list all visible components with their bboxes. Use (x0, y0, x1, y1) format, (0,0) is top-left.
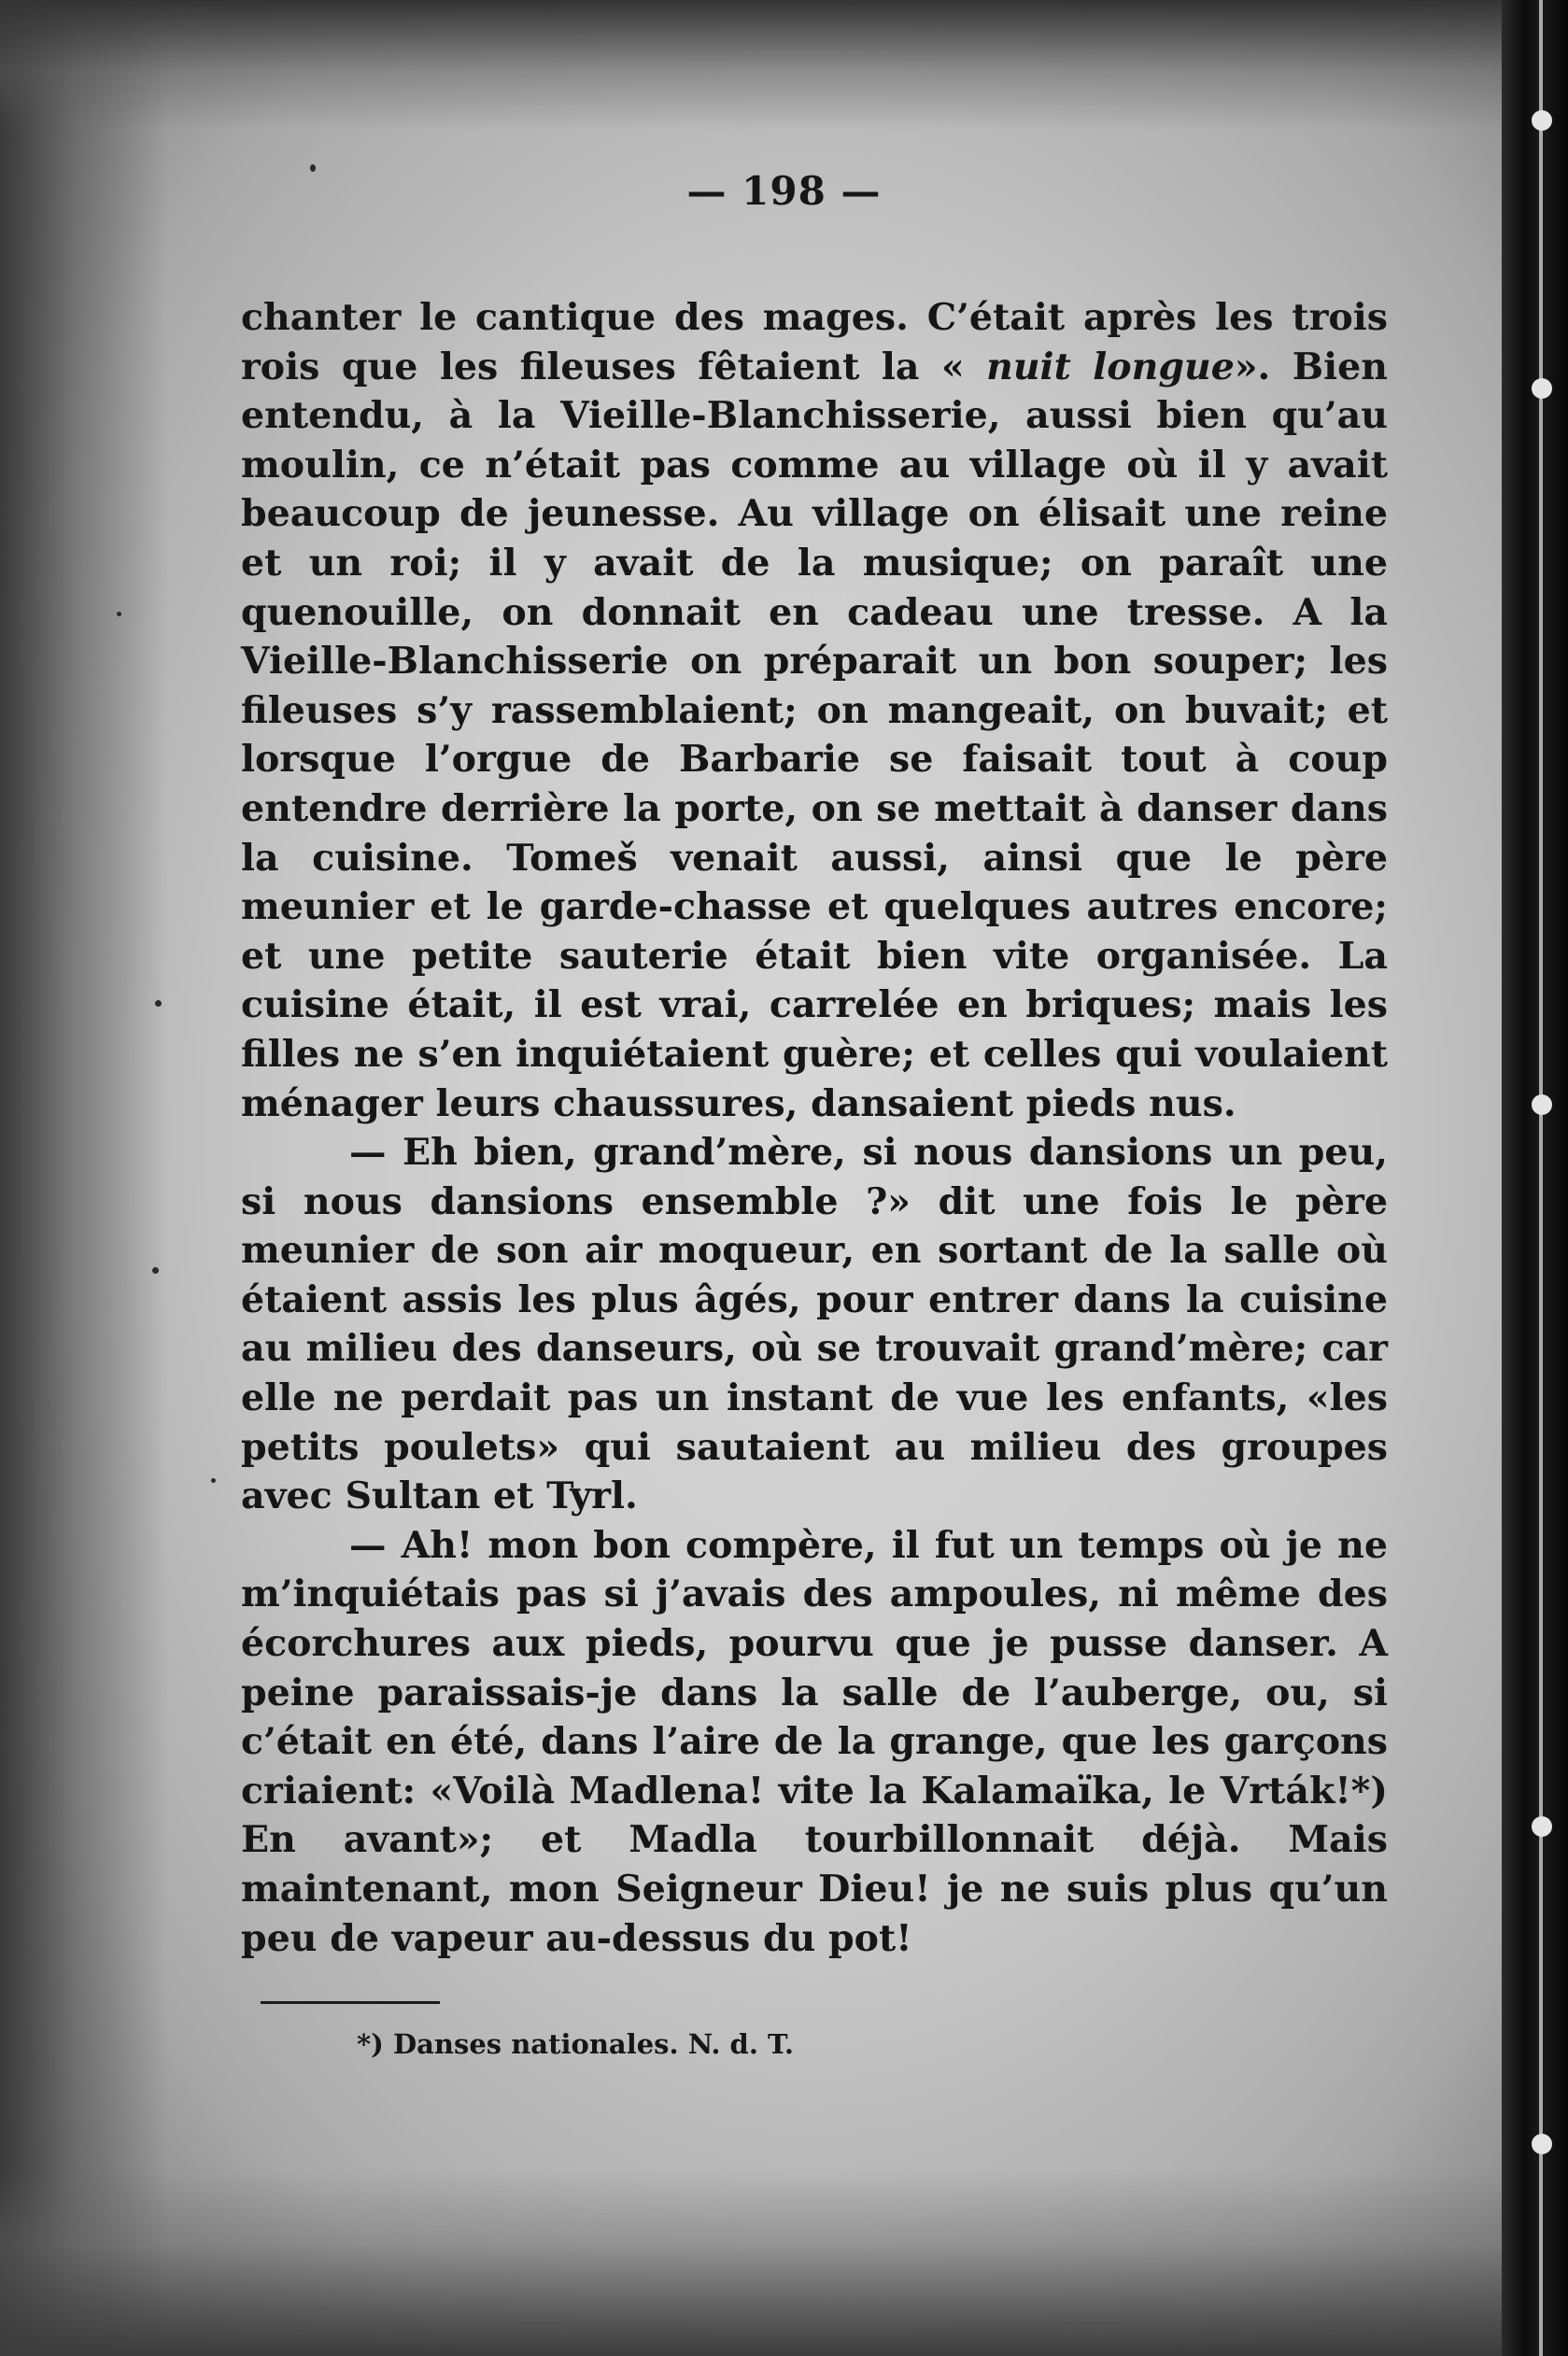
page-shadow-left (0, 0, 168, 2356)
scan-speck (117, 612, 121, 616)
spine-highlight-line (1539, 0, 1543, 2356)
page-shadow-bottom (0, 2169, 1568, 2356)
body-text (241, 293, 1388, 1963)
spine-mark (1532, 110, 1552, 131)
paragraph (241, 293, 1388, 1128)
page-number: — 198 — (686, 168, 882, 214)
paragraph-text: chanter le cantique des mages. C’était après les trois rois que les fileuses fêtaient la « (241, 296, 1388, 388)
paragraph-text: ». Bien entendu, à la Vieille-Blanchisserie, aussi bien qu’au moulin, ce n’était pas comme au village où il y avait beaucoup de jeunesse. Au village on élisait une reine et un roi; il y avait de la musique; on paraît une quenouille, on donnait en cadeau une tresse. A la Vieille-Blanchisserie on préparait un bon souper; les fileuses s’y rassemblaient; on mangeait, on buvait; et lorsque l’orgue de Barbarie se faisait tout à coup entendre derrière la porte, on se mettait à danser dans la cuisine. Tomeš venait aussi, ainsi que le père meunier et le garde-chasse et quelques autres encore; et une petite sauterie était bien vite organisée. La cuisine était, il est vrai, carrelée en briques; mais les filles ne s’en inquiétaient guère; et celles qui voulaient ménager leurs chaussures, dansaient pieds nus. (241, 345, 1388, 1125)
spine-mark (1532, 378, 1552, 399)
scan-speck (155, 1000, 162, 1007)
scan-speck (211, 1478, 216, 1483)
scan-speck (152, 1267, 159, 1274)
spine-mark (1532, 1816, 1552, 1837)
paragraph: — Ah! mon bon compère, il fut un temps où je ne m’inquiétais pas si j’avais des ampoules, ni même des écorchures aux pieds, pourvu que je pusse danser. A peine paraissais-je dans la salle de l’auberge, ou, si c’était en été, dans l’aire de la grange, que les garçons criaient: «Voilà Madlena! vite la Kalamaïka, le Vrták!*) En avant»; et Madla tourbillonnait déjà. Mais maintenant, mon Seigneur Dieu! je ne suis plus qu’un peu de vapeur au-dessus du pot! (241, 1523, 1388, 1960)
page-shadow-top (0, 0, 1568, 131)
paragraph: — Eh bien, grand’mère, si nous dansions un peu, si nous dansions ensemble ?» dit une fois le père meunier de son air moqueur, en sortant de la salle où étaient assis les plus âgés, pour entrer dans la cuisine au milieu des danseurs, où se trouvait grand’mère; car elle ne perdait pas un instant de vue les enfants, «les petits poulets» qui sautaient au milieu des groupes avec Sultan et Tyrl. (241, 1131, 1388, 1518)
book-spine-edge (1502, 0, 1568, 2356)
spine-mark (1532, 2134, 1552, 2154)
footnote: *) Danses nationales. N. d. T. (357, 2028, 794, 2060)
spine-mark (1532, 1094, 1552, 1115)
italic-phrase: nuit longue (986, 345, 1235, 388)
footnote-rule (261, 2001, 440, 2004)
